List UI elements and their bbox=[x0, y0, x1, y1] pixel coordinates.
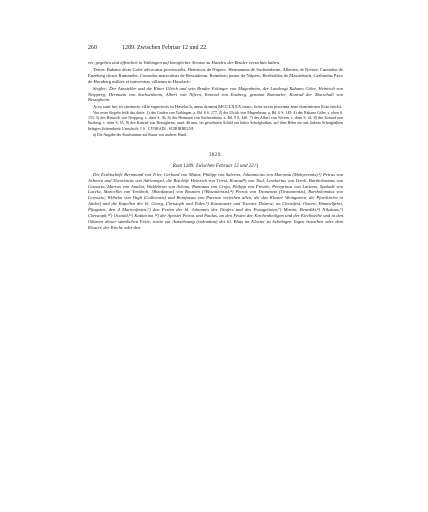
document-heading: Rom 1289. Zwischen Februar 12 und 22.¹) bbox=[172, 163, 259, 169]
running-header bbox=[88, 45, 343, 55]
running-title: 1289. Zwischen Februar 12 und 22. bbox=[122, 45, 208, 51]
document-number: 3829. bbox=[208, 152, 223, 158]
paragraph: ver, gegeben und öffentlich in Vaihingen auf königlicher Strasse zu Handen der Brüder verzichtet haben. bbox=[88, 60, 281, 65]
seal-note: Von neun Siegeln fehlt das dritte. 1) des Grafen von Vaihingen, a. Bd. 6 S. 177. 2) des Ulrich von Magenheim, a. Bd. 6 S. 149. 4) des Rabano Göler, s. oben S. 153. 5) des Heinrich von Neipperg, s. oben S. 36. 6) des Hermann von Sachsenheim, a. Bd. 9 S. 440. 7) des Albert von Nivern, s. oben S. 24. 8) des Konrad von Enzberg, s. oben S. 65. 9) des Konrad von Bessigheim, rund, 46 mm, im gewöhnten Schild ein linker Schrägbalken, auf dem Helm ein mit linkem Schrägbalken belegtes Schirmbrett; Umschrift: † S . CVNRADI . SCHORRELNI. bbox=[88, 111, 343, 131]
page-number: 260 bbox=[88, 45, 97, 51]
page-body bbox=[88, 60, 343, 231]
witnesses-paragraph: Testes: Rabano dicto Goler advocatus provincialis, Heinricus de Nitperc. Hermannus de Sachsenheim, Albertus de Nivera, Cunradus de Enzeberg dictus Rummeler. Cunradus marscalcus de Bessinkeim, Reimboto junior de Nitperc, Bertholdus de Massinbach, Gerhardus Pavo de Hornberg milites et universitas villarum in Haselach. bbox=[88, 66, 343, 84]
regest-paragraph: Die Erzbischöfe Bernmund von Trier, Gerhard von Mainz, Philipp von Salerno, Johannicius von Macrana (Mokycennis),²) Petrus von Arborea und Theoctistus von Adrianopel, die Bischöfe Heinrich von Triest, Konrad³) von Toul, Leotherius von Veroli, Bartholomäus von Grosseto, Marcus von Amelia, Waldebrun von Avlona, Romanus von Croja, Philipp von Fiesole, Peregrinus von Lariano, Spaladé von Lucela, Marcellin von Tortiboli, [Bonifazius] von Bosnien (?Bosoniensis),⁴) Petrus von Tiranzona (Tirasonensis), Bartholomäus von Grosseto, Wilhelm von Vagli (Calleensis) und Bonifazius von Parenzo verleihen allen, die das Kloster Weingarten, die Pfarrkirche in Altdorf und die Kapellen der hl. Georg, Christoph und Fides,⁵) Konstanzer und Trienter Diözese, an Christfest, Ostern, Himmelfahrt, Pfingsten, den 4 Marienfesten,⁶) den Festen der hl. Johannes des Täufers und des Evangelisten,⁷) Martin, Benedikt,⁸) Nikolaus,⁹) Christoph,¹⁰) Oswald,¹¹) Katharina,¹²) der Apostel Petrus und Paulus, an den Festen der Kirchenheiligen und der Kirchweihe und in den Oktaven dieser sämtlichen Feste, sowie zur Aussehnung (videndum) des hl. Bluts im Kloster zu beliebigen Tagen besuchen oder dem Kloster, der Kirche oder den bbox=[88, 171, 343, 230]
footnote-a: a) Die Angabe der Kaufsumme auf Rasur von anderer Hand. bbox=[93, 132, 188, 137]
dating-paragraph: Acta sunt hec in cimiterio ville superioris in Haselach, anno domini MCCLXXX nono, feria sexta proxima ante dominicam Esto michi. bbox=[93, 104, 343, 110]
sealers-paragraph: Siegler: Der Aussteller und die Ritter Ulrich und sein Bruder Erkinger von Magenheim, der Landvogt Rabano Göler, Heinrich von Neipperg, Hermann von Sachsenheim, Albert von Nifern, Konrad von Enzberg, genannt Rummeler, Konrad der Marschall von Bessigheim. bbox=[88, 85, 343, 103]
